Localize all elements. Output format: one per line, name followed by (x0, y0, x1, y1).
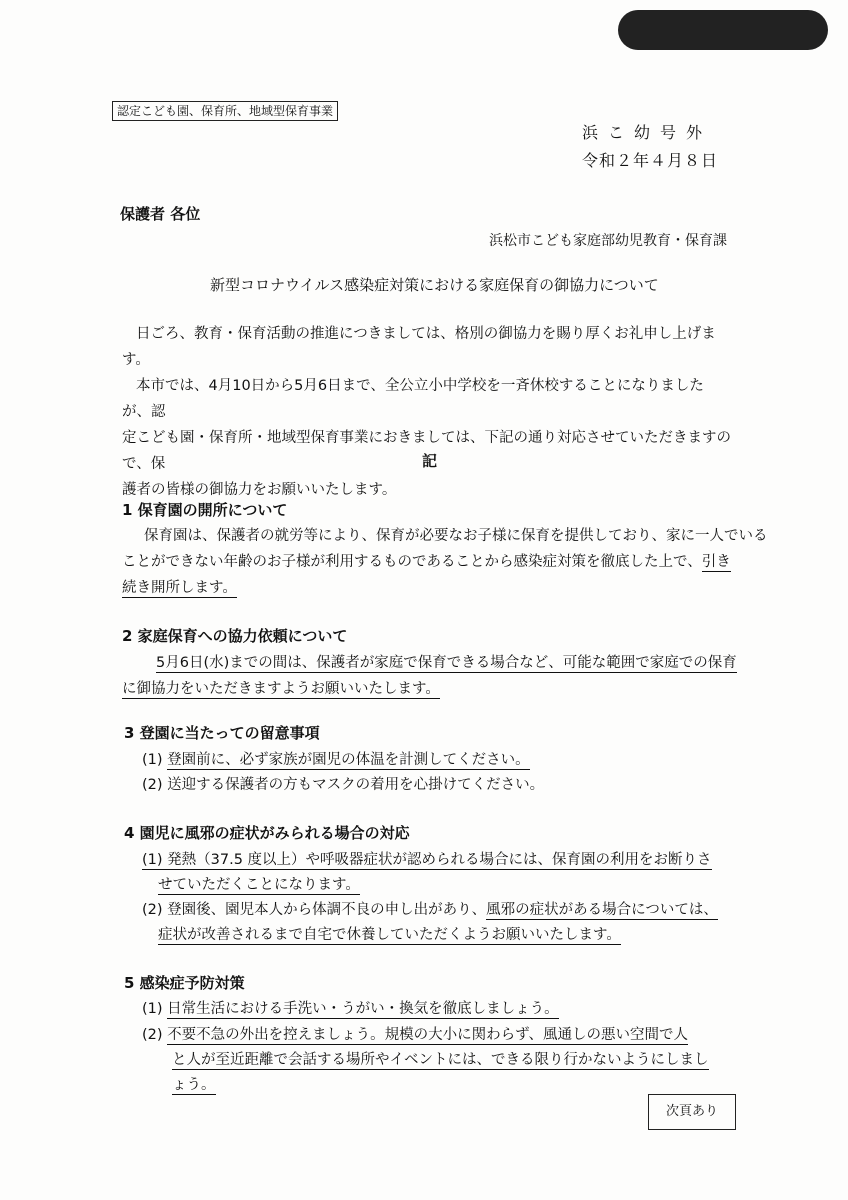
section-2-heading: 2 家庭保育への協力依頼について (122, 627, 348, 645)
redaction-blot (618, 10, 828, 50)
section-5-item-number: (2) (142, 1027, 168, 1043)
section-5-item (172, 1073, 216, 1094)
section-3-item (142, 748, 530, 769)
section-1-text: ことができない年齢のお子様が利用するものであることから感染症対策を徹底した上で、 (122, 554, 702, 570)
section-5-heading: 5 感染症予防対策 (124, 974, 245, 992)
section-3-item: (2) 送迎する保護者の方もマスクの着用を心掛けてください。 (142, 777, 545, 793)
section-5-item (142, 1023, 688, 1044)
section-4-item (158, 873, 360, 894)
section-4-item (158, 923, 621, 944)
section-4-text: (2) 登園後、園児本人から体調不良の申し出があり、 (142, 902, 487, 918)
section-2-underlined-text: に御協力をいただきますようお願いいたします。 (122, 681, 440, 697)
intro-line: 護者の皆様の御協力をお願いいたします。 (122, 482, 397, 498)
section-5-underlined-text: と人が至近距離で会話する場所やイベントには、できる限り行かないようにしまし (172, 1052, 709, 1068)
section-1-underlined-text: 引き (701, 554, 731, 570)
section-1-line (122, 550, 731, 571)
ki-marker: 記 (422, 452, 438, 470)
section-5-item (142, 997, 559, 1018)
document-title: 新型コロナウイルス感染症対策における家庭保育の御協力について (210, 276, 659, 294)
section-2-line (122, 677, 440, 698)
section-3-heading: 3 登園に当たっての留意事項 (124, 724, 320, 742)
section-5-underlined-text: 不要不急の外出を控えましょう。規模の大小に関わらず、風通しの悪い空間で人 (167, 1027, 688, 1043)
section-4-item (142, 898, 718, 919)
section-4-underlined-text: 風邪の症状がある場合については、 (486, 902, 718, 918)
next-page-note: 次頁あり (648, 1094, 736, 1130)
section-2-line (156, 651, 737, 672)
document-date: 令和２年４月８日 (582, 151, 719, 170)
section-4-item (142, 848, 712, 869)
section-1-line: 保育園は、保護者の就労等により、保育が必要なお子様に保育を提供しており、家に一人でいる (144, 528, 768, 544)
section-5-item-number: (1) (142, 1001, 168, 1017)
intro-line: 定こども園・保育所・地域型保育事業におきましては、下記の通り対応させていただきますので、保 (122, 430, 731, 472)
intro-paragraph (122, 321, 732, 503)
section-2-underlined-text: 5月6日(水)までの間は、保護者が家庭で保育できる場合など、可能な範囲で家庭での保育 (156, 655, 737, 671)
sender: 浜松市こども家庭部幼児教育・保育課 (489, 233, 727, 249)
category-label: 認定こども園、保育所、地域型保育事業 (112, 101, 338, 121)
section-3-item-number: (1) (142, 752, 168, 768)
section-5-underlined-text: 日常生活における手洗い・うがい・換気を徹底しましょう。 (167, 1001, 559, 1017)
section-1-heading: 1 保育園の開所について (122, 501, 288, 519)
section-5-item (172, 1048, 709, 1069)
intro-line: 本市では、4月10日から5月6日まで、全公立小中学校を一斉休校することになりましたが、認 (122, 378, 704, 420)
intro-line: 日ごろ、教育・保育活動の推進につきましては、格別の御協力を賜り厚くお礼申し上げます。 (122, 326, 716, 368)
document-number: 浜こ幼号外 (582, 123, 713, 142)
section-4-underlined-text: (1) 発熱（37.5 度以上）や呼吸器症状が認められる場合には、保育園の利用をお断りさ (142, 852, 712, 868)
section-1-underlined-text: 続き開所します。 (122, 580, 237, 596)
section-3-underlined-text: 登園前に、必ず家族が園児の体温を計測してください。 (167, 752, 530, 768)
section-4-underlined-text: せていただくことになります。 (158, 877, 360, 893)
section-1-line (122, 576, 237, 597)
section-5-underlined-text: ょう。 (172, 1077, 216, 1093)
section-4-underlined-text: 症状が改善されるまで自宅で休養していただくようお願いいたします。 (158, 927, 621, 943)
section-4-heading: 4 園児に風邪の症状がみられる場合の対応 (124, 824, 410, 842)
recipient: 保護者 各位 (120, 205, 201, 223)
